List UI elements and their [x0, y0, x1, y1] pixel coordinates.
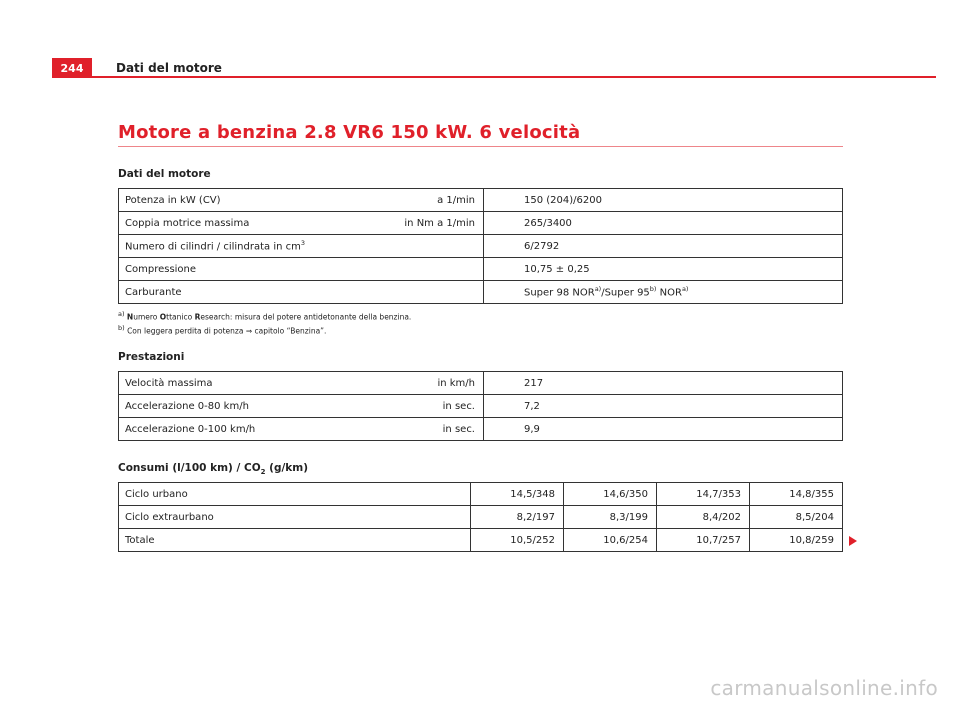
table-row — [119, 395, 843, 418]
row-label: Potenza in kW (CV) — [119, 189, 320, 212]
table-row — [119, 418, 843, 441]
header-title: Dati del motore — [116, 61, 222, 75]
row-value: 14,5/348 — [471, 483, 564, 506]
table-row — [119, 212, 843, 235]
row-unit: in km/h — [319, 372, 484, 395]
page-number: 244 — [52, 58, 92, 78]
row-unit: a 1/min — [319, 189, 484, 212]
row-value: 10,7/257 — [657, 529, 750, 552]
row-label: Compressione — [119, 258, 320, 281]
engine-table — [118, 188, 843, 304]
row-label: Ciclo urbano — [119, 483, 471, 506]
consumption-heading: Consumi (l/100 $km) / CO_2$ (g/km) — [118, 462, 309, 477]
table-row — [119, 372, 843, 395]
table-row — [119, 281, 843, 304]
table-row — [119, 258, 843, 281]
performance-heading: Prestazioni — [118, 351, 185, 363]
row-label: Totale — [119, 529, 471, 552]
row-value: 8,2/197 — [471, 506, 564, 529]
row-unit — [319, 258, 484, 281]
row-unit: in sec. — [319, 395, 484, 418]
row-value: 10,75 ± 0,25 — [484, 258, 843, 281]
row-value: 8,4/202 — [657, 506, 750, 529]
row-value: 14,8/355 — [750, 483, 843, 506]
row-value: 10,6/254 — [564, 529, 657, 552]
table-row — [119, 235, 843, 258]
row-value: 6/2792 — [484, 235, 843, 258]
table-row — [119, 529, 843, 552]
engine-heading: Dati del motore — [118, 168, 211, 180]
row-value: 10,5/252 — [471, 529, 564, 552]
continue-arrow-icon — [849, 536, 857, 546]
watermark: carmanualsonline.info — [710, 676, 938, 700]
title-divider — [118, 146, 843, 147]
row-value: Super 98 NOR$^{a)}$/Super 95$^{b)}$ NOR$^{a)}$ — [484, 281, 843, 304]
row-unit: in sec. — [319, 418, 484, 441]
row-label: Accelerazione 0-80 km/h — [119, 395, 320, 418]
row-value: 217 — [484, 372, 843, 395]
row-value: 8,5/204 — [750, 506, 843, 529]
row-value: 14,7/353 — [657, 483, 750, 506]
row-value: 150 (204)/6200 — [484, 189, 843, 212]
row-value: 265/3400 — [484, 212, 843, 235]
consumption-table — [118, 482, 843, 552]
row-label: Ciclo extraurbano — [119, 506, 471, 529]
performance-table — [118, 371, 843, 441]
table-row — [119, 506, 843, 529]
row-label: Numero di cilindri / cilindrata in $cm^3$ — [119, 235, 320, 258]
table-row — [119, 189, 843, 212]
header-divider — [92, 76, 936, 78]
page-title: Motore a benzina 2.8 VR6 150 kW. 6 velocità — [118, 122, 581, 143]
row-label: Coppia motrice massima — [119, 212, 320, 235]
footnote-b: $^{b)}$ Con leggera perdita di potenza ⇒ capitolo “Benzina”. — [118, 323, 327, 335]
row-unit: in Nm a 1/min — [319, 212, 484, 235]
row-value: 10,8/259 — [750, 529, 843, 552]
row-label: Velocità massima — [119, 372, 320, 395]
row-value: 14,6/350 — [564, 483, 657, 506]
footnote-a: $^{a)}$ Numero Ottanico Research: misura del potere antidetonante della benzina. — [118, 310, 412, 322]
row-value: 9,9 — [484, 418, 843, 441]
row-unit — [319, 281, 484, 304]
row-label: Accelerazione 0-100 km/h — [119, 418, 320, 441]
row-value: 7,2 — [484, 395, 843, 418]
table-row — [119, 483, 843, 506]
row-value: 8,3/199 — [564, 506, 657, 529]
footnotes — [118, 309, 411, 336]
row-unit — [319, 235, 484, 258]
row-label: Carburante — [119, 281, 320, 304]
